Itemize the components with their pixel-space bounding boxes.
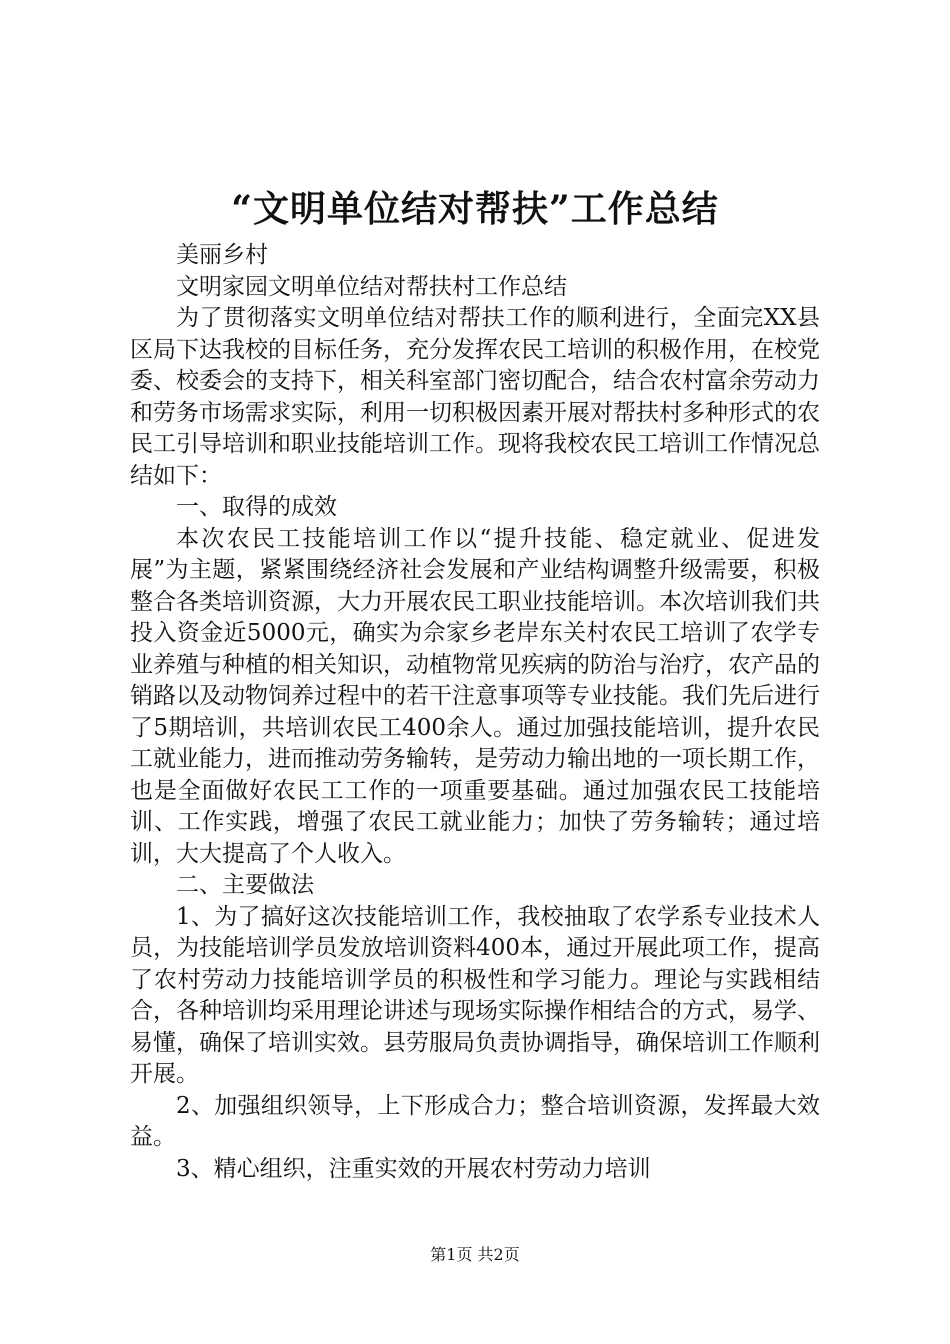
paragraph-intro: 为了贯彻落实文明单位结对帮扶工作的顺利进行，全面完XX县区局下达我校的目标任务，充分发挥农民工培训的积极作用，在校党委、校委会的支持下，相关科室部门密切配合，结合农村富余劳动力和劳务市场需求实际，利用一切积极因素开展对帮扶村多种形式的农民工引导培训和职业技能培训工作。现将我校农民工培训工作情况总结如下： (130, 305, 820, 489)
section-heading-achievements: 一、取得的成效 (176, 494, 337, 520)
paragraph-achievements: 本次农民工技能培训工作以“提升技能、稳定就业、促进发展”为主题，紧紧围绕经济社会发展和产业结构调整升级需要，积极整合各类培训资源，大力开展农民工职业技能培训。本次培训我们共投入资金近5000元，确实为佘家乡老岸东关村农民工培训了农学专业养殖与种植的相关知识，动植物常见疾病的防治与治疗，农产品的销路以及动物饲养过程中的若干注意事项等专业技能。我们先后进行了5期培训，共培训农民工400余人。通过加强技能培训，提升农民工就业能力，进而推动劳务输转，是劳动力输出地的一项长期工作，也是全面做好农民工工作的一项重要基础。通过加强农民工技能培训、工作实践，增强了农民工就业能力；加快了劳务输转；通过培训，大大提高了个人收入。 (130, 525, 820, 867)
paragraph-method-1: 1、为了搞好这次技能培训工作，我校抽取了农学系专业技术人员，为技能培训学员发放培训资料400本，通过开展此项工作，提高了农村劳动力技能培训学员的积极性和学习能力。理论与实践相结合，各种培训均采用理论讲述与现场实际操作相结合的方式，易学、易懂，确保了培训实效。县劳服局负责协调指导，确保培训工作顺利开展。 (130, 903, 820, 1087)
section-heading-methods: 二、主要做法 (176, 872, 314, 898)
paragraph-method-2: 2、加强组织领导，上下形成合力；整合培训资源，发挥最大效益。 (130, 1092, 820, 1150)
paragraph-subtitle-2: 文明家园文明单位结对帮扶村工作总结 (176, 273, 567, 300)
document-title: “文明单位结对帮扶”工作总结 (231, 188, 719, 230)
document-body (130, 240, 820, 1185)
paragraph-subtitle-1: 美丽乡村 (176, 242, 268, 268)
page-number-footer: 第1页 共2页 (430, 1245, 520, 1264)
paragraph-method-3: 3、精心组织，注重实效的开展农村劳动力培训 (176, 1155, 651, 1182)
